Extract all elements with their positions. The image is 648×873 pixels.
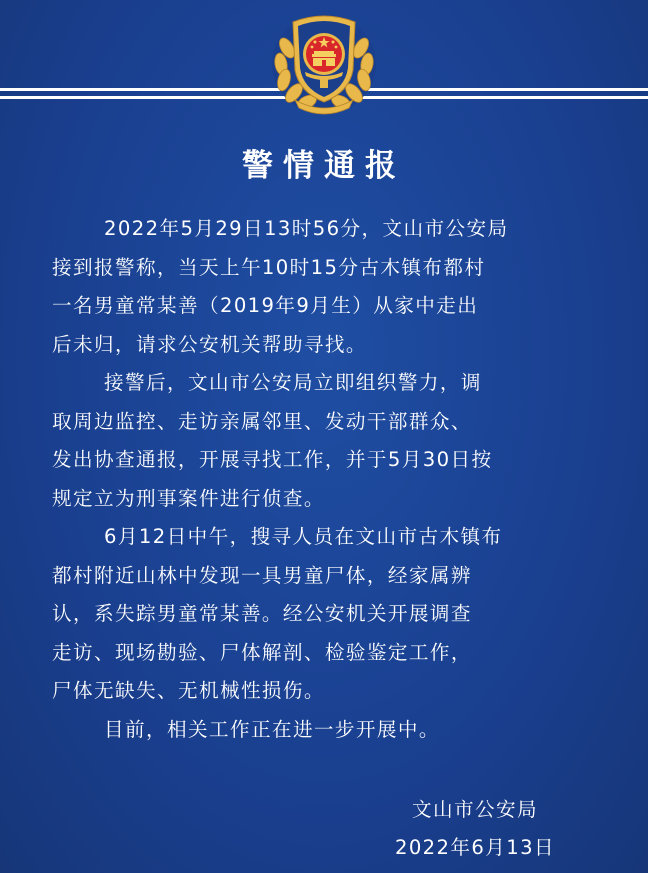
notice-body	[52, 210, 612, 749]
paragraph-3-line-1: 6月12日中午，搜寻人员在文山市古木镇布	[104, 525, 503, 548]
paragraph-2-line-4: 规定立为刑事案件进行侦查。	[52, 486, 325, 510]
paragraph-3-line-5: 尸体无缺失、无机械性损伤。	[52, 679, 325, 702]
signature-date: 2022年6月13日	[394, 836, 555, 859]
paragraph-1-line-4: 后未归，请求公安机关帮助寻找。	[52, 332, 367, 356]
paragraph-3-line-4: 走访、现场勘验、尸体解剖、检验鉴定工作，	[52, 640, 472, 664]
paragraph-1-line-2: 接到报警称，当天上午10时15分古木镇布都村	[52, 255, 486, 279]
police-emblem-icon	[265, 8, 383, 116]
paragraph-2-line-3: 发出协查通报，开展寻找工作，并于5月30日按	[52, 448, 493, 471]
notice-title: 警情通报	[242, 148, 406, 184]
paragraph-4-line-1: 目前，相关工作正在进一步开展中。	[104, 717, 440, 741]
paragraph-2-line-2: 取周边监控、走访亲属邻里、发动干部群众、	[52, 409, 472, 433]
paragraph-1-line-1: 2022年5月29日13时56分，文山市公安局	[104, 217, 509, 240]
paragraph-1-line-3: 一名男童常某善（2019年9月生）从家中走出	[52, 294, 479, 317]
signature-block	[395, 791, 555, 867]
paragraph-3-line-3: 认，系失踪男童常某善。经公安机关开展调查	[52, 602, 472, 625]
paragraph-3-line-2: 都村附近山林中发现一具男童尸体，经家属辨	[52, 563, 472, 587]
paragraph-2-line-1: 接警后，文山市公安局立即组织警力，调	[104, 371, 482, 394]
signature-org: 文山市公安局	[411, 798, 538, 821]
